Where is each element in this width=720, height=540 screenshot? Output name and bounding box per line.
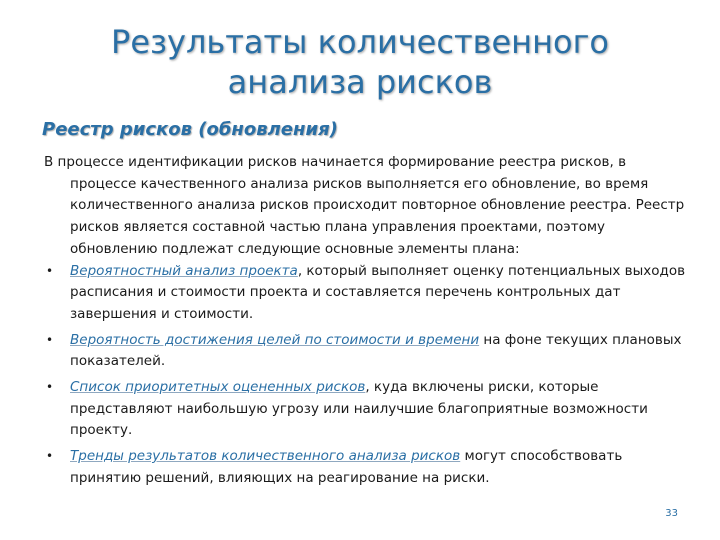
bullet-emphasis: Тренды результатов количественного анализа рисков [70, 448, 461, 465]
slide-subtitle: Реестр рисков (обновления) [42, 119, 338, 140]
slide-title-line-2: анализа рисков [227, 63, 493, 101]
slide-title-line-1: Результаты количественного [111, 23, 609, 61]
bullet-emphasis: Вероятностный анализ проекта [70, 262, 298, 279]
bullet-item [44, 261, 694, 326]
slide-title [60, 22, 660, 102]
bullet-item [44, 377, 694, 442]
bullet-item [44, 446, 694, 489]
bullet-dot-icon: • [46, 380, 54, 395]
bullet-list [44, 261, 694, 490]
bullet-dot-icon: • [46, 449, 54, 464]
bullet-emphasis: Список приоритетных оцененных рисков [70, 379, 366, 396]
bullet-emphasis: Вероятность достижения целей по стоимости и времени [70, 331, 480, 348]
bullet-text: , который выполняет оценку потенциальных выходов расписания и стоимости проекта и составляется перечень контрольных дат завершения и стоимости. [70, 262, 686, 322]
bullet-text: , куда включены риски, которые представляют наибольшую угрозу или наилучшие благоприятные возможности проекту. [70, 379, 648, 439]
slide-body [44, 152, 694, 494]
page-number: 33 [665, 508, 678, 519]
intro-paragraph: В процессе идентификации рисков начинается формирование реестра рисков, в процессе качественного анализа рисков выполняется его обновление, во время количественного анализа рисков происходит повторное обновление реестра. Реестр рисков является составной частью плана управления проектами, поэтому обновлению подлежат следующие основные элементы плана: [44, 154, 685, 257]
bullet-item [44, 330, 694, 373]
bullet-dot-icon: • [46, 332, 54, 347]
bullet-text: на фоне текущих плановых показателей. [70, 331, 682, 370]
bullet-dot-icon: • [46, 263, 54, 278]
bullet-text: могут способствовать принятию решений, влияющих на реагирование на риски. [70, 448, 623, 486]
